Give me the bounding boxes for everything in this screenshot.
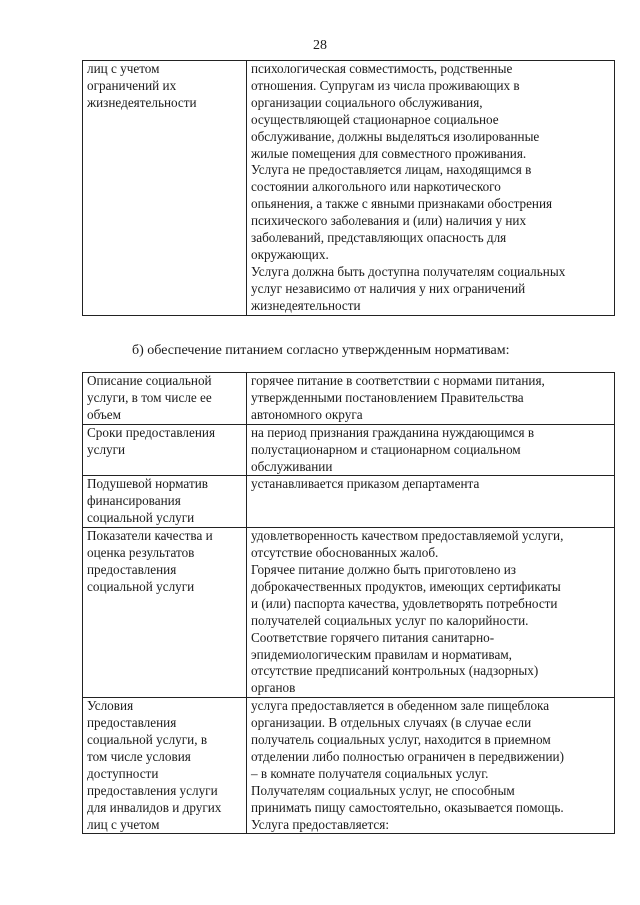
cell-text-line: опьянения, а также с явными признаками обострения [251, 196, 553, 212]
cell-text-line: организации. В отдельных случаях (в случае если [251, 715, 532, 731]
cell-text-line: обслуживании [251, 458, 333, 474]
table-row [83, 373, 615, 425]
cell-text-line: Подушевой норматив [87, 476, 208, 492]
cell-text-line: Сроки предоставления [87, 424, 216, 440]
table-cell-content [247, 424, 615, 476]
cell-text-line: отношения. Супругам из числа проживающих в [251, 77, 520, 93]
cell-text-line: горячее питание в соответствии с нормами питания, [251, 373, 545, 388]
cell-text-line: утвержденными постановлением Правительства [251, 389, 524, 405]
cell-text-line: организации социального обслуживания, [251, 94, 483, 110]
cell-text-line: финансирования [87, 493, 181, 509]
cell-text-line: социальной услуги, в [87, 732, 208, 748]
cell-text-line: жизнедеятельности [87, 94, 197, 110]
cell-text-line: автономного округа [251, 406, 363, 422]
table-cell-label [83, 373, 247, 425]
table-cell-content [247, 698, 615, 834]
cell-text-line: лиц с учетом [87, 816, 160, 832]
cell-text-line: лиц с учетом [87, 61, 160, 76]
cell-text-line: услуги [87, 441, 126, 457]
cell-text-line: психического заболевания и (или) наличия у них [251, 213, 527, 229]
cell-text-line: психологическая совместимость, родственные [251, 61, 513, 76]
table-row [83, 424, 615, 476]
table-cell-label [83, 424, 247, 476]
cell-text-line: принимать пищу самостоятельно, оказывается помощь. [251, 799, 564, 815]
table-cell-content [247, 373, 615, 425]
cell-text-line: Получателям социальных услуг, не способным [251, 782, 515, 798]
cell-text-line: органов [251, 680, 296, 696]
cell-text-line: состоянии алкогольного или наркотического [251, 179, 501, 195]
cell-text-line: для инвалидов и других [87, 799, 222, 815]
cell-text-line: Соответствие горячего питания санитарно- [251, 629, 495, 645]
cell-text-line: объем [87, 406, 121, 422]
table-cell-label [83, 476, 247, 528]
cell-text-line: получателей социальных услуг по калорийности. [251, 612, 529, 628]
table-row [83, 698, 615, 834]
cell-text-line: на период признания гражданина нуждающимся в [251, 424, 535, 440]
cell-text-line: Условия [87, 698, 134, 714]
table-cell-label [83, 528, 247, 698]
table-cell-label [83, 698, 247, 834]
cell-text-line: обслуживание, должны выделяться изолированные [251, 128, 540, 144]
table-row [83, 476, 615, 528]
cell-text-line: эпидемиологическим правилам и нормативам, [251, 646, 512, 662]
cell-text-line: Услуга должна быть доступна получателям социальных [251, 263, 566, 279]
cell-text-line: осуществляющей стационарное социальное [251, 111, 499, 127]
cell-text-line: предоставления [87, 715, 177, 731]
cell-text-line: жизнедеятельности [251, 297, 361, 313]
service-table-continued [82, 60, 615, 316]
cell-text-line: – в комнате получателя социальных услуг. [251, 765, 489, 781]
cell-text-line: Описание социальной [87, 373, 212, 388]
cell-text-line: отсутствие предписаний контрольных (надзорных) [251, 663, 539, 679]
cell-text-line: доброкачественных продуктов, имеющих сертификаты [251, 578, 561, 594]
cell-text-line: том числе условия [87, 748, 191, 764]
table-cell-label [83, 61, 247, 316]
food-service-table [82, 372, 615, 834]
cell-text-line: заболеваний, представляющих опасность для [251, 230, 507, 246]
cell-text-line: доступности [87, 765, 159, 781]
cell-text-line: социальной услуги [87, 578, 195, 594]
cell-text-line: полустационарном и стационарном социальном [251, 441, 521, 457]
table-row [83, 61, 615, 316]
cell-text-line: отсутствие обоснованных жалоб. [251, 545, 439, 561]
cell-text-line: услуга предоставляется в обеденном зале пищеблока [251, 698, 550, 714]
cell-text-line: отделении либо полностью ограничен в передвижении) [251, 748, 564, 764]
cell-text-line: и (или) паспорта качества, удовлетворять потребности [251, 595, 558, 611]
cell-text-line: получатель социальных услуг, находится в приемном [251, 732, 551, 748]
cell-text-line: Услуга не предоставляется лицам, находящимся в [251, 162, 532, 178]
cell-text-line: оценка результатов [87, 545, 195, 561]
table-cell-content [247, 528, 615, 698]
cell-text-line: жилые помещения для совместного проживания. [251, 145, 527, 161]
cell-text-line: ограничений их [87, 77, 177, 93]
table-row [83, 528, 615, 698]
cell-text-line: Показатели качества и [87, 528, 213, 544]
cell-text-line: Услуга предоставляется: [251, 816, 389, 832]
table-cell-content [247, 476, 615, 528]
cell-text-line: предоставления услуги [87, 782, 218, 798]
cell-text-line: услуг независимо от наличия у них ограничений [251, 280, 526, 296]
table-cell-content [247, 61, 615, 316]
page-number: 28 [313, 38, 327, 53]
section-subheading: б) обеспечение питанием согласно утвержденным нормативам: [132, 343, 510, 358]
cell-text-line: социальной услуги [87, 510, 195, 526]
cell-text-line: устанавливается приказом департамента [251, 476, 480, 492]
cell-text-line: удовлетворенность качеством предоставляемой услуги, [251, 528, 564, 544]
cell-text-line: Горячее питание должно быть приготовлено из [251, 561, 517, 577]
cell-text-line: услуги, в том числе ее [87, 389, 212, 405]
cell-text-line: окружающих. [251, 246, 329, 262]
cell-text-line: предоставления [87, 561, 177, 577]
